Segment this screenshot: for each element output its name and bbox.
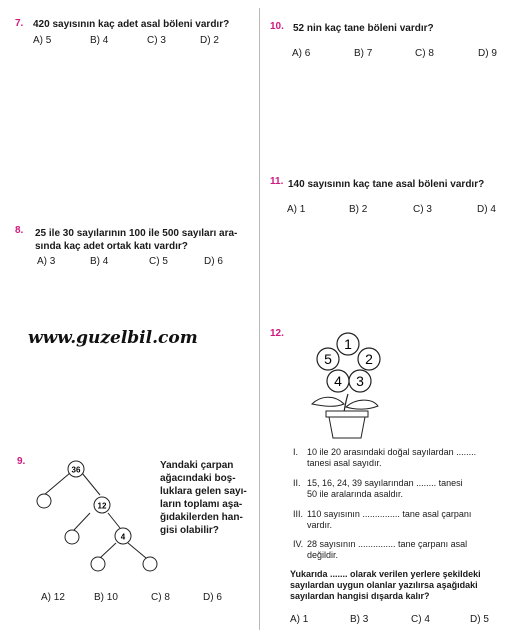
statement-4-line-1: 28 sayısının ............... tane çarpanı asal [307, 539, 468, 549]
q12-option-a[interactable]: A) 1 [290, 614, 309, 625]
q8-option-d[interactable]: D) 6 [204, 256, 223, 267]
q11-option-d[interactable]: D) 4 [477, 204, 496, 215]
column-divider [259, 8, 260, 630]
question-9-line-3: luklara gelen sayı- [160, 486, 247, 497]
website-watermark: www.guzelbil.com [28, 328, 198, 348]
q11-option-b[interactable]: B) 2 [349, 204, 368, 215]
question-10-text: 52 nin kaç tane böleni vardır? [293, 23, 434, 34]
question-9-number: 9. [17, 456, 26, 467]
q10-option-b[interactable]: B) 7 [354, 48, 373, 59]
question-11-number: 11. [270, 176, 284, 187]
tree-node-empty-1 [37, 494, 51, 508]
statement-4 [293, 539, 503, 563]
factor-tree-diagram [30, 455, 170, 585]
question-12-line-2: sayılardan uygun olanlar yazılırsa aşağıdaki [290, 580, 478, 590]
question-9-line-1: Yandaki çarpan [160, 460, 234, 471]
question-8-line-1: 25 ile 30 sayılarının 100 ile 500 sayıları ara- [35, 228, 238, 239]
statement-3-line-1: 110 sayısının ............... tane asal çarpanı [307, 509, 472, 519]
statement-1 [293, 447, 503, 471]
question-12-number: 12. [270, 328, 284, 339]
q8-option-a[interactable]: A) 3 [37, 256, 56, 267]
q12-option-c[interactable]: C) 4 [411, 614, 430, 625]
tree-node-root-label: 36 [71, 465, 81, 475]
question-12-line-1: Yukarıda ....... olarak verilen yerlere şekildeki [290, 569, 481, 579]
statement-3-numeral: III. [293, 509, 304, 519]
q9-option-d[interactable]: D) 6 [203, 592, 222, 603]
statement-1-numeral: I. [293, 447, 299, 457]
q7-option-b[interactable]: B) 4 [90, 35, 109, 46]
question-9-line-2: ağacındaki boş- [160, 473, 236, 484]
statement-2 [293, 478, 503, 502]
statement-2-line-1: 15, 16, 24, 39 sayılarından ........ tanesi [307, 478, 463, 488]
petal-bottom-left-label: 4 [334, 373, 342, 389]
statement-3-line-2: vardır. [307, 520, 333, 530]
petal-right-label: 2 [365, 351, 373, 367]
question-7-number: 7. [15, 18, 24, 29]
q12-option-d[interactable]: D) 5 [470, 614, 489, 625]
question-8-number: 8. [15, 225, 24, 236]
q8-option-c[interactable]: C) 5 [149, 256, 168, 267]
q9-option-b[interactable]: B) 10 [94, 592, 118, 603]
q10-option-d[interactable]: D) 9 [478, 48, 497, 59]
q7-option-c[interactable]: C) 3 [147, 35, 166, 46]
tree-node-low-label: 4 [120, 532, 126, 542]
tree-node-empty-4 [143, 557, 157, 571]
petal-top-label: 1 [344, 336, 352, 352]
question-9-line-5: ğıdakilerden han- [160, 512, 243, 523]
question-9-line-6: gisi olabilir? [160, 525, 219, 536]
q8-option-b[interactable]: B) 4 [90, 256, 109, 267]
q12-option-b[interactable]: B) 3 [350, 614, 369, 625]
q7-option-a[interactable]: A) 5 [33, 35, 52, 46]
question-7-text: 420 sayısının kaç adet asal böleni vardır? [33, 19, 230, 30]
statement-4-numeral: IV. [293, 539, 304, 549]
q10-option-a[interactable]: A) 6 [292, 48, 311, 59]
statement-3 [293, 509, 503, 533]
statement-4-line-2: değildir. [307, 550, 339, 560]
statement-1-line-2: tanesi asal sayıdır. [307, 458, 382, 468]
statement-2-line-2: 50 ile aralarında asaldır. [307, 489, 404, 499]
tree-node-empty-2 [65, 530, 79, 544]
question-9-line-4: ların toplamı aşa- [160, 499, 243, 510]
question-11-text: 140 sayısının kaç tane asal böleni vardır? [288, 179, 485, 190]
question-8-line-2: sında kaç adet ortak katı vardır? [35, 241, 188, 252]
statement-2-numeral: II. [293, 478, 301, 488]
petal-bottom-right-label: 3 [356, 373, 364, 389]
q11-option-c[interactable]: C) 3 [413, 204, 432, 215]
q9-option-a[interactable]: A) 12 [41, 592, 65, 603]
q9-option-c[interactable]: C) 8 [151, 592, 170, 603]
question-10-number: 10. [270, 21, 284, 32]
flower-pot-figure [298, 328, 398, 440]
q7-option-d[interactable]: D) 2 [200, 35, 219, 46]
petal-left-label: 5 [324, 351, 332, 367]
statement-1-line-1: 10 ile 20 arasındaki doğal sayılardan ........ [307, 447, 477, 457]
tree-node-mid-label: 12 [97, 501, 107, 511]
question-12-line-3: sayılardan hangisi dışarda kalır? [290, 591, 430, 601]
tree-node-empty-3 [91, 557, 105, 571]
q10-option-c[interactable]: C) 8 [415, 48, 434, 59]
q11-option-a[interactable]: A) 1 [287, 204, 306, 215]
